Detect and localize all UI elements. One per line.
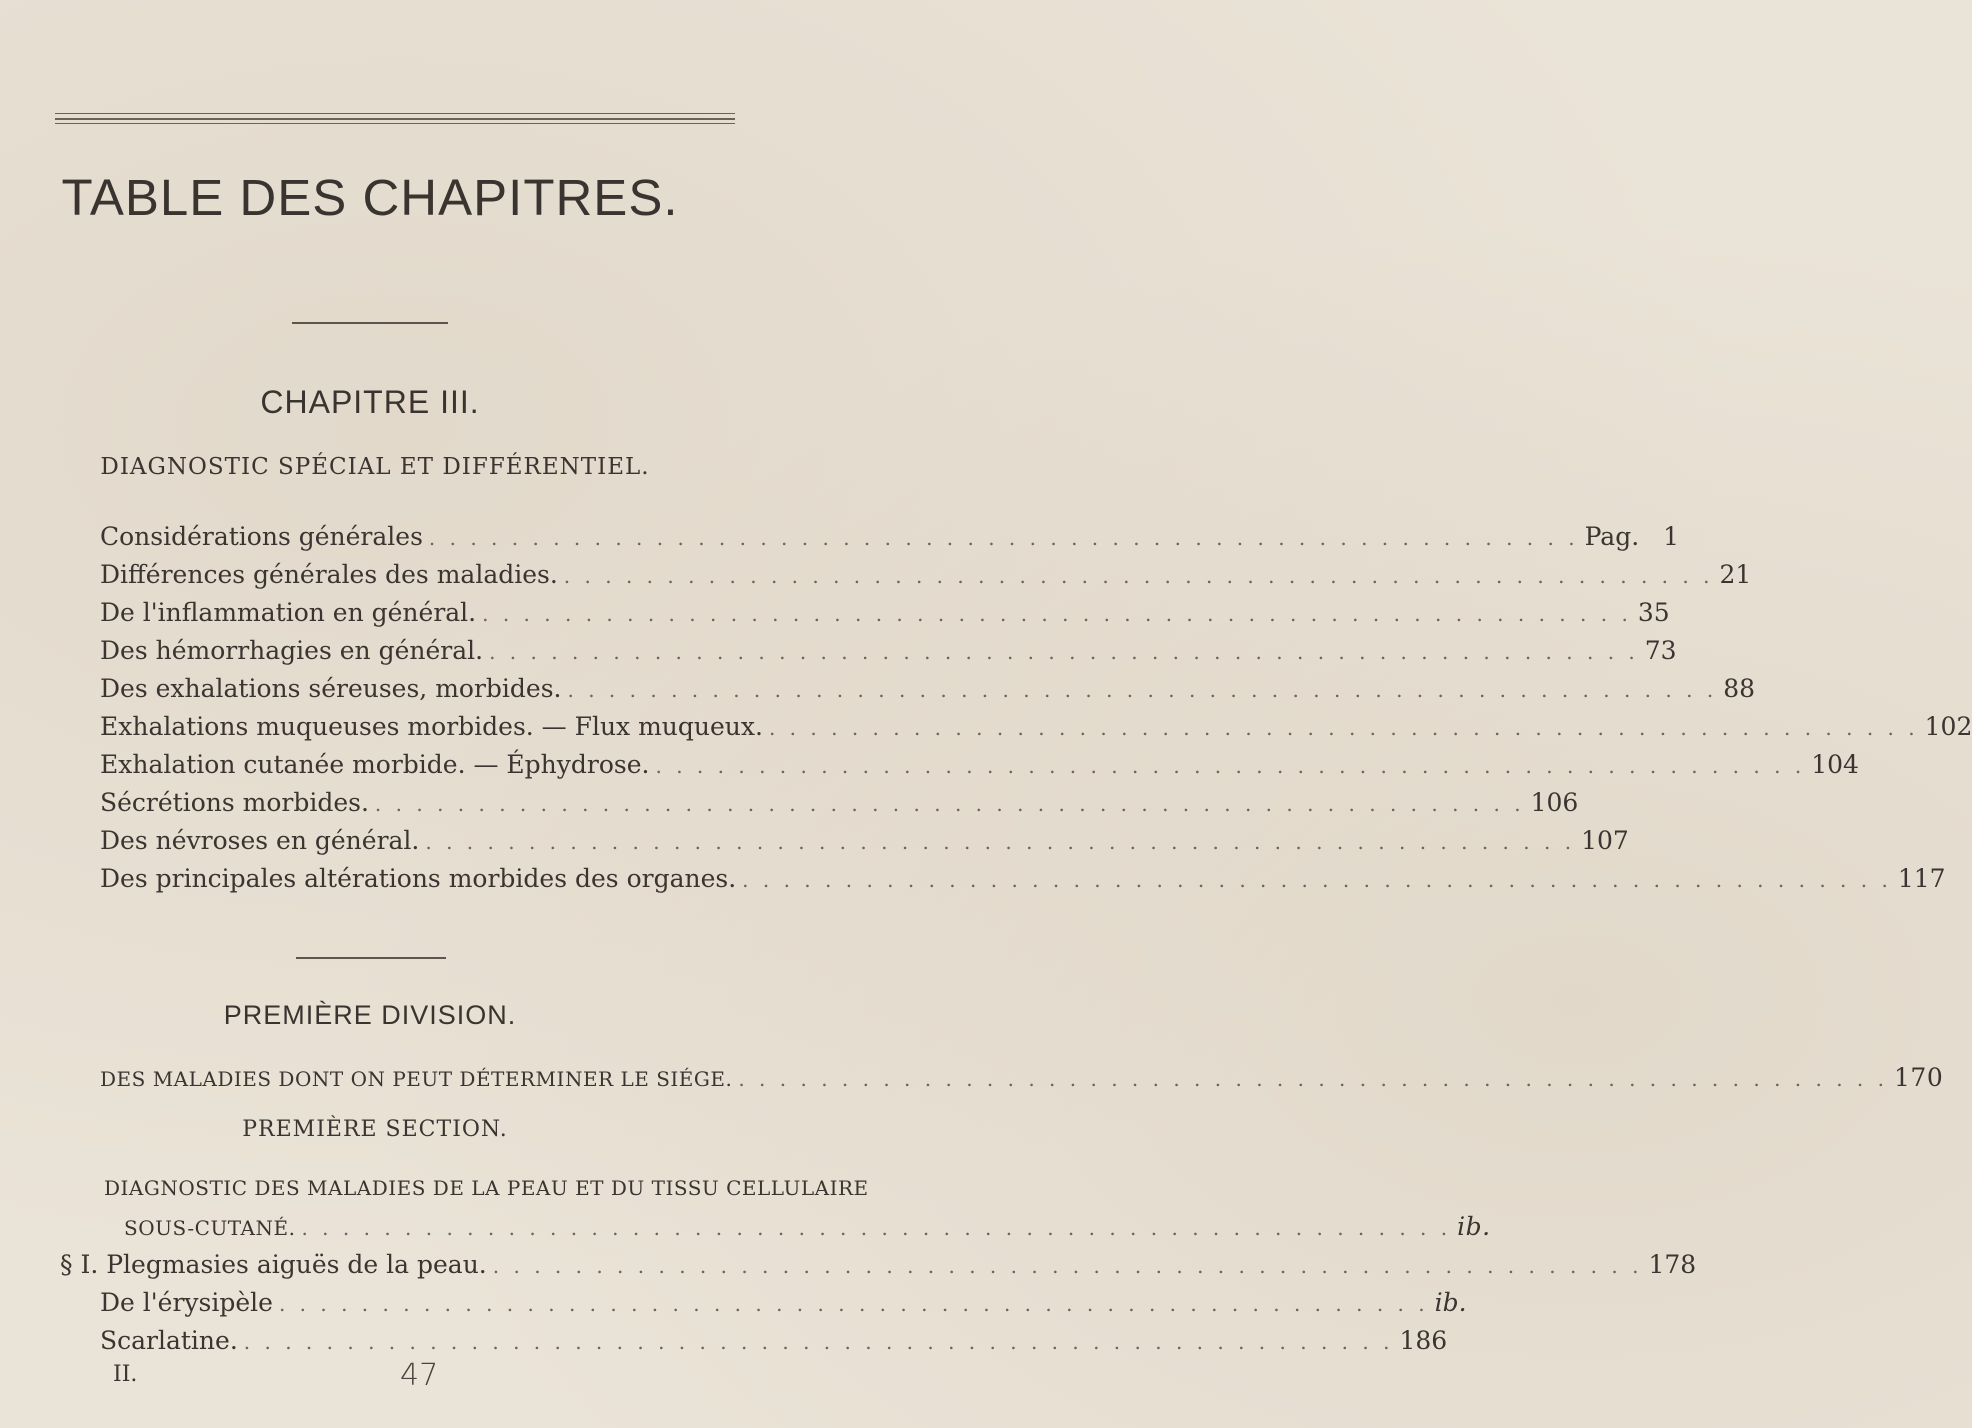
section-heading: PREMIÈRE SECTION. [242,1117,508,1142]
gathering-number: 47 [400,1358,439,1393]
toc-entry-label: Exhalations muqueuses morbides. — Flux muqueux. [100,712,763,741]
toc-entry-page: 117 [1897,864,1946,893]
toc-entry [100,674,1755,703]
chapter-subtitle: DIAGNOSTIC SPÉCIAL ET DIFFÉRENTIEL. [100,454,650,480]
toc-entry-page: 106 [1530,788,1579,817]
signature-mark: II. [113,1362,138,1387]
toc-entry-page: ib. [1434,1288,1467,1317]
toc-entry-label: Des exhalations séreuses, morbides. [100,674,562,703]
page-label: Pag. [1584,522,1640,551]
toc-entry-page: 104 [1811,750,1859,779]
toc-entry-label: Des névroses en général. [100,826,420,855]
chapter-heading: CHAPITRE III. [260,384,480,420]
toc-entry-label: Des hémorrhagies en général. [100,636,484,665]
leader-dots [419,830,1581,854]
toc-entry-page: 88 [1723,674,1755,703]
division-entry-page: 170 [1894,1063,1944,1092]
toc-entry [100,1288,1467,1317]
toc-entry [100,560,1752,589]
top-rule-3 [55,123,735,124]
toc-entry-label: De l'inflammation en général. [100,598,477,627]
toc-entry [100,864,1946,893]
toc-entry-label: Des principales altérations morbides des organes. [100,864,737,893]
section-entry [124,1212,1491,1241]
leader-dots [763,716,1925,740]
toc-entry-label: Différences générales des maladies. [100,560,558,589]
leader-dots [562,678,1724,702]
toc-entry [100,598,1670,627]
toc-entry-page: 1 [1663,522,1680,551]
toc-entry [100,712,1972,741]
toc-entry [100,750,1859,779]
toc-entry [100,826,1629,855]
leader-dots [650,754,1812,778]
toc-entry [100,522,1680,551]
toc-entry [60,1250,1697,1279]
division-entry-label: DES MALADIES DONT ON PEUT DÉTERMINER LE SIÉGE. [100,1067,733,1091]
leader-dots [487,1254,1649,1278]
leader-dots [295,1216,1457,1240]
leader-dots [476,602,1638,626]
toc-entry-page: 35 [1637,598,1670,627]
leader-dots [423,526,1585,550]
toc-entry-page: 73 [1644,636,1677,665]
division-heading: PREMIÈRE DIVISION. [223,1000,517,1030]
toc-entry-page: 102 [1924,712,1972,741]
toc-entry [100,788,1579,817]
section-line-1: DIAGNOSTIC DES MALADIES DE LA PEAU ET DU TISSU CELLULAIRE [104,1176,869,1200]
toc-entry-page: 107 [1581,826,1629,855]
toc-entry-page: 21 [1719,560,1752,589]
toc-entry-page: 186 [1399,1326,1448,1355]
division-entry [100,1063,1944,1092]
toc-entry-label: § I. Plegmasies aiguës de la peau. [60,1250,487,1279]
toc-entry-label: Considérations générales [100,522,423,551]
leader-dots [238,1330,1400,1354]
toc-entry-label: Exhalation cutanée morbide. — Éphydrose. [100,750,650,779]
toc-entry-label: De l'érysipèle [100,1288,273,1317]
section-entry-label: SOUS-CUTANÉ. [124,1216,296,1240]
leader-dots [558,564,1720,588]
top-rule-1 [55,113,735,114]
page-title: TABLE DES CHAPITRES. [61,169,679,226]
title-divider [292,322,448,324]
top-rule-2 [55,118,735,120]
toc-entry-label: Scarlatine. [100,1326,238,1355]
toc-entry [100,636,1677,665]
leader-dots [732,1067,1894,1091]
toc-entry [100,1326,1448,1355]
leader-dots [273,1292,1435,1316]
section-entry-page: ib. [1457,1212,1491,1241]
division-divider [296,957,446,959]
leader-dots [483,640,1645,664]
toc-entry-label: Sécrétions morbides. [100,788,369,817]
toc-entry-page: 178 [1648,1250,1697,1279]
leader-dots [736,868,1898,892]
leader-dots [369,792,1531,816]
